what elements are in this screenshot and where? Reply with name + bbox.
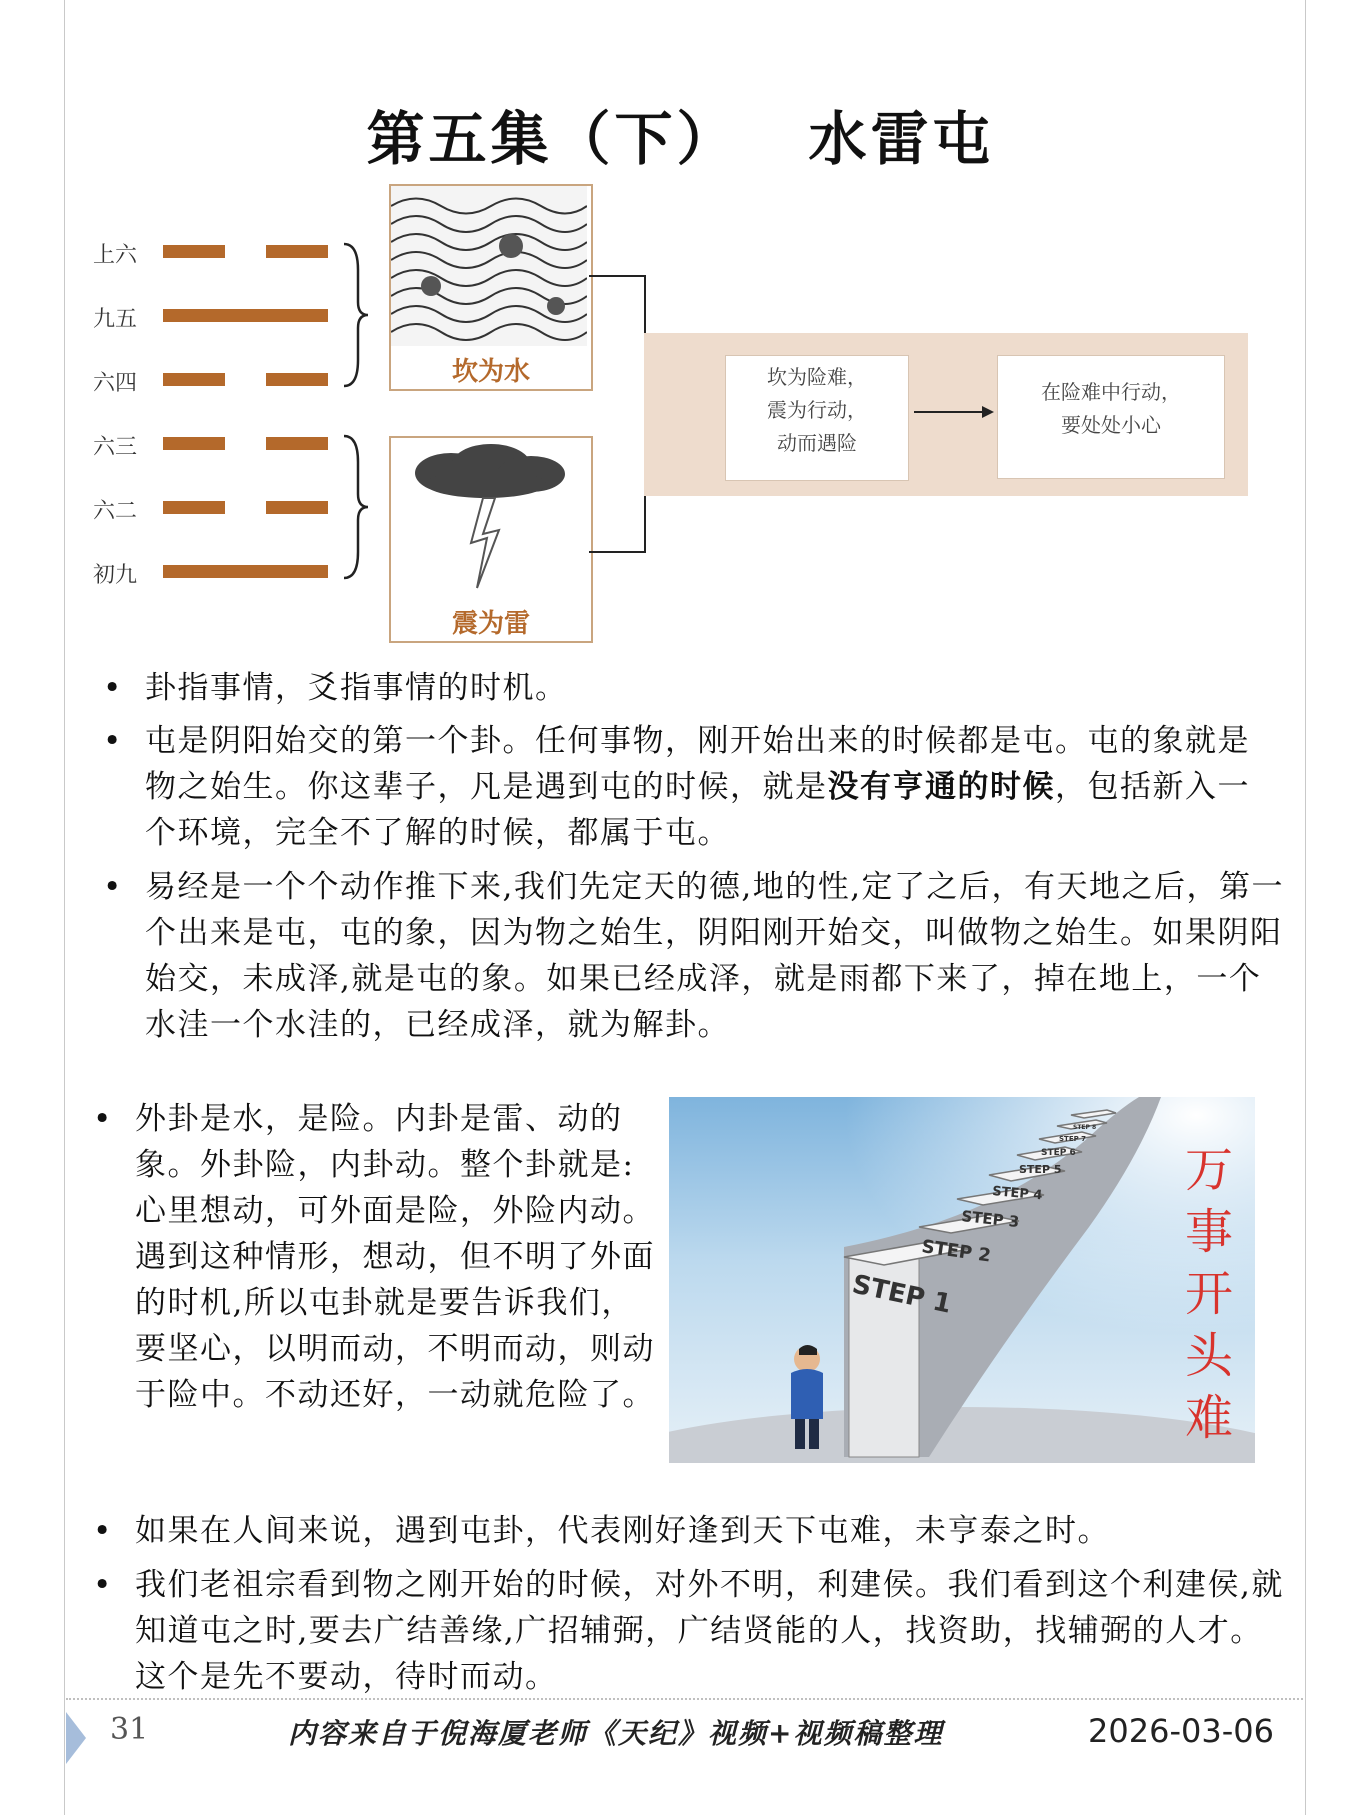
line-label-chujiu: 初九 [93,563,138,588]
stair-caption: 万事开头难 [1184,1142,1233,1446]
yin-line [266,437,328,450]
yang-line [163,309,328,322]
thunder-cloud-illustration [391,438,587,598]
bullet-dot: • [103,723,123,759]
footer-date: 2026-03-06 [1088,1712,1274,1750]
step-label: STEP 3 [960,1207,1021,1232]
bold-emphasis: 没有亨通的时候 [827,769,1055,805]
bullet-dot: • [93,1567,113,1603]
step-label: STEP 7 [1059,1135,1087,1143]
page-title: 第五集（下） 水雷屯 [366,105,995,173]
bullet-dot: • [93,1513,113,1549]
bullet-dot: • [103,670,123,706]
bullet-6: • 我们老祖宗看到物之刚开始的时候，对外不明，利建侯。我们看到这个利建侯,就知道屯之时,要去广结善缘,广招辅弼，广结贤能的人，找资助，找辅弼的人才。这个是先不要动，待时而动。 [135,1562,1295,1700]
footer-source: 内容来自于倪海厦老师《天纪》视频+视频稿整理 [288,1717,944,1750]
yin-line [163,501,225,514]
yin-line [163,437,225,450]
yin-line [163,373,225,386]
yang-line [163,565,328,578]
line-label-liusi: 六四 [93,371,138,396]
water-trigram-caption: 坎为水 [451,357,530,387]
lower-brace [340,432,370,582]
footer-divider [66,1698,1303,1700]
step-stairs-image [669,1097,1255,1463]
flow-text: 震为行动， [767,398,867,422]
yin-line [266,501,328,514]
step-label: STEP 5 [1019,1163,1062,1176]
line-label-liuer: 六二 [93,499,138,524]
yin-line [266,373,328,386]
flow-box-caution [997,355,1225,479]
line-label-liusan: 六三 [93,435,138,460]
flow-text: 动而遇险 [777,431,857,455]
bullet-dot: • [103,869,123,905]
yin-line [266,245,328,258]
yin-line [163,245,225,258]
step-label: STEP 1 [849,1269,955,1320]
thunder-trigram-caption: 震为雷 [451,609,530,639]
bullet-1: • 卦指事情，爻指事情的时机。 [145,665,1265,711]
step-label: STEP 4 [991,1184,1043,1204]
step-label: STEP 6 [1041,1148,1076,1158]
flow-text: 坎为险难， [767,365,867,389]
step-label: STEP 2 [920,1236,993,1267]
bullet-2: • 屯是阴阳始交的第一个卦。任何事物，刚开始出来的时候都是屯。屯的象就是物之始生。你这辈子，凡是遇到屯的时候，就是没有亨通的时候，包括新入一个环境，完全不了解的时候，都属于屯。 [145,718,1265,856]
footer-triangle-icon [66,1712,86,1764]
bullet-3: • 易经是一个个动作推下来,我们先定天的德,地的性,定了之后，有天地之后，第一个出来是屯，屯的象，因为物之始生，阴阳刚开始交，叫做物之始生。如果阴阳始交，未成泽,就是屯的象。如果已经成泽，就是雨都下来了，掉在地上，一个水洼一个水洼的，已经成泽，就为解卦。 [145,864,1285,1048]
water-trigram-box [389,184,593,391]
flow-text: 在险难中行动， [1041,380,1181,404]
bullet-dot: • [93,1101,113,1137]
flow-text: 要处处小心 [1061,413,1161,437]
line-label-jiuwu: 九五 [93,307,138,332]
bullet-4: • 外卦是水，是险。内卦是雷、动的象。外卦险，内卦动。整个卦就是:心里想动，可外面是险，外险内动。遇到这种情形，想动，但不明了外面的时机,所以屯卦就是要告诉我们，要坚心，以明而动，不明而动，则动于险中。不动还好，一动就危险了。 [135,1096,655,1418]
bullet-5: • 如果在人间来说，遇到屯卦，代表刚好逢到天下屯难，未亨泰之时。 [135,1508,1295,1554]
flow-arrow [912,402,997,422]
water-waves-illustration [391,186,587,346]
stairs-illustration [669,1097,1255,1463]
flow-box-danger [725,355,909,481]
page-number: 31 [110,1712,149,1747]
step-label: STEP 8 [1073,1124,1097,1131]
line-label-shangliu: 上六 [93,243,138,268]
thunder-trigram-box [389,436,593,643]
upper-brace [340,240,370,390]
